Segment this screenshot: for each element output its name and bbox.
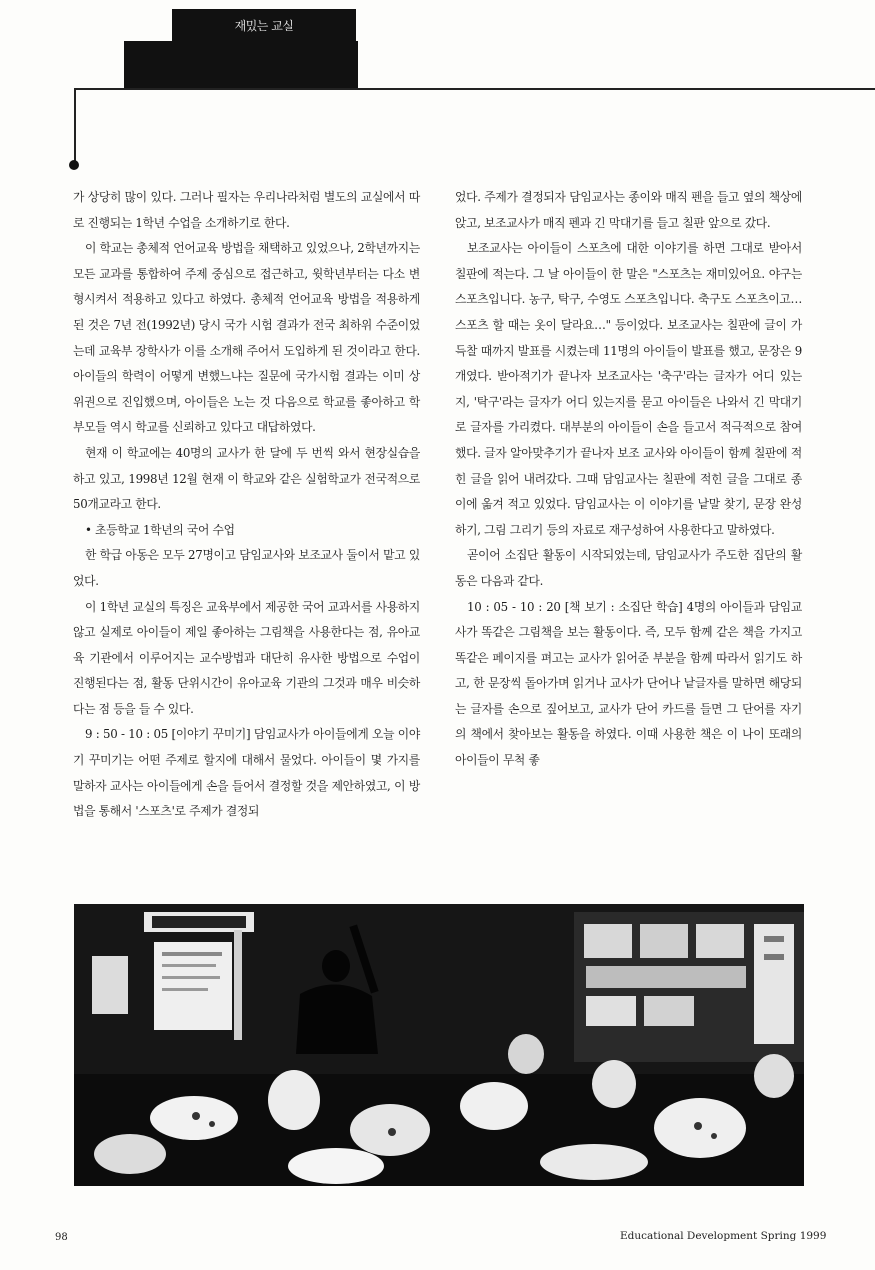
- paragraph: 이 1학년 교실의 특징은 교육부에서 제공한 국어 교과서를 사용하지 않고 실제로 아이들이 제일 좋아하는 그림책을 사용한다는 점, 유아교육 기관에서 이루어지는 교수방법과 대단히 유사한 방법으로 수업이 진행된다는 점, 활동 단위시간이 유아교육 기관의 그것과 매우 비슷하다는 점 등을 들 수 있다.: [73, 599, 420, 716]
- paragraph: 가 상당히 많이 있다. 그러나 필자는 우리나라처럼 별도의 교실에서 따로 진행되는 1학년 수업을 소개하기로 한다.: [73, 190, 420, 230]
- paragraph: 한 학급 아동은 모두 27명이고 담임교사와 보조교사 둘이서 맡고 있었다.: [73, 548, 420, 588]
- header-rule-vertical: [74, 88, 76, 164]
- paragraph: 9 : 50 - 10 : 05 [이야기 꾸미기] 담임교사가 아이들에게 오늘 이야기 꾸미기는 어떤 주제로 할지에 대해서 물었다. 아이들이 몇 가지를 말하자 교사는 아이들에게 손을 들어서 결정할 것을 제안하였고, 이 방법을 통해서 '스포츠'로 주제가 결정되: [73, 727, 420, 819]
- page-number: 98: [55, 1232, 68, 1243]
- publication-name: Educational Development Spring 1999: [620, 1230, 827, 1242]
- section-banner: [124, 41, 358, 89]
- header-rule: [74, 88, 875, 90]
- paragraph: 곧이어 소집단 활동이 시작되었는데, 담임교사가 주도한 집단의 활동은 다음과 같다.: [455, 548, 802, 588]
- paragraph: 10 : 05 - 10 : 20 [책 보기 : 소집단 학습] 4명의 아이들과 담임교사가 똑같은 그림책을 보는 활동이다. 즉, 모두 함께 같은 책을 가지고 똑같은 페이지를 펴고는 교사가 읽어준 부분을 함께 따라서 읽기도 하고, 한 문장씩 돌아가며 읽거나 교사가 단어나 낱글자를 말하면 해당되는 글자를 손으로 짚어보고, 교사가 단어 카드를 들면 그 단어를 자기의 책에서 찾아보는 활동을 하였다. 이때 사용한 책은 이 나이 또래의 아이들이 무척 좋: [455, 599, 802, 768]
- classroom-photo: [74, 904, 804, 1186]
- subheading: • 초등학교 1학년의 국어 수업: [85, 522, 235, 537]
- classroom-photo-illustration: [74, 904, 804, 1186]
- paragraph: 보조교사는 아이들이 스포츠에 대한 이야기를 하면 그대로 받아서 칠판에 적는다. 그 날 아이들이 한 말은 "스포츠는 재미있어요. 야구는 스포츠입니다. 농구, 탁구, 수영도 스포츠입니다. 축구도 스포츠이고… 스포츠 할 때는 옷이 달라요…" 등이었다. 보조교사는 칠판에 글이 가득찰 때까지 발표를 시켰는데 11명의 아이들이 발표를 했고, 문장은 9개였다. 받아적기가 끝나자 보조교사는 '축구'라는 글자가 어디 있는지, '탁구'라는 글자가 어디 있는지를 묻고 아이들은 나와서 긴 막대기로 글자를 가리켰다. 대부분의 아이들이 손을 들고서 적극적으로 참여했다. 글자 알아맞추기가 끝나자 보조 교사와 아이들이 함께 칠판에 적힌 글을 읽어 내려갔다. 그때 담임교사는 칠판에 적힌 글을 그대로 종이에 옮겨 적고 있었다. 담임교사는 이 이야기를 낱말 찾기, 문장 완성하기, 그림 그리기 등의 자료로 재구성하여 사용한다고 말하였다.: [455, 241, 802, 537]
- article-column-right: [455, 185, 802, 774]
- section-title: 재밌는 교실: [234, 19, 294, 33]
- paragraph: 이 학교는 총체적 언어교육 방법을 채택하고 있었으나, 2학년까지는 모든 교과를 통합하여 주제 중심으로 접근하고, 윗학년부터는 다소 변형시켜서 적용하고 있다고 하였다. 총체적 언어교육 방법을 적용하게 된 것은 7년 전(1992년) 당시 국가 시험 결과가 전국 최하위 수준이었는데 교육부 장학사가 이를 소개해 주어서 도입하게 된 것이라고 한다. 아이들의 학력이 어떻게 변했느냐는 질문에 국가시험 결과는 이미 상위권으로 진입했으며, 아이들은 노는 것 다음으로 학교를 좋아하고 학부모들 역시 학교를 신뢰하고 있다고 대답하였다.: [73, 241, 420, 435]
- header-rule-dot: [69, 160, 79, 170]
- article-column-left: [73, 185, 420, 825]
- section-tab: [172, 9, 356, 41]
- paragraph: 현재 이 학교에는 40명의 교사가 한 달에 두 번씩 와서 현장실습을 하고 있고, 1998년 12월 현재 이 학교와 같은 실험학교가 전국적으로 50개교라고 한다.: [73, 445, 420, 512]
- paragraph: 었다. 주제가 결정되자 담임교사는 종이와 매직 펜을 들고 옆의 책상에 앉고, 보조교사가 매직 펜과 긴 막대기를 들고 칠판 앞으로 갔다.: [455, 190, 802, 230]
